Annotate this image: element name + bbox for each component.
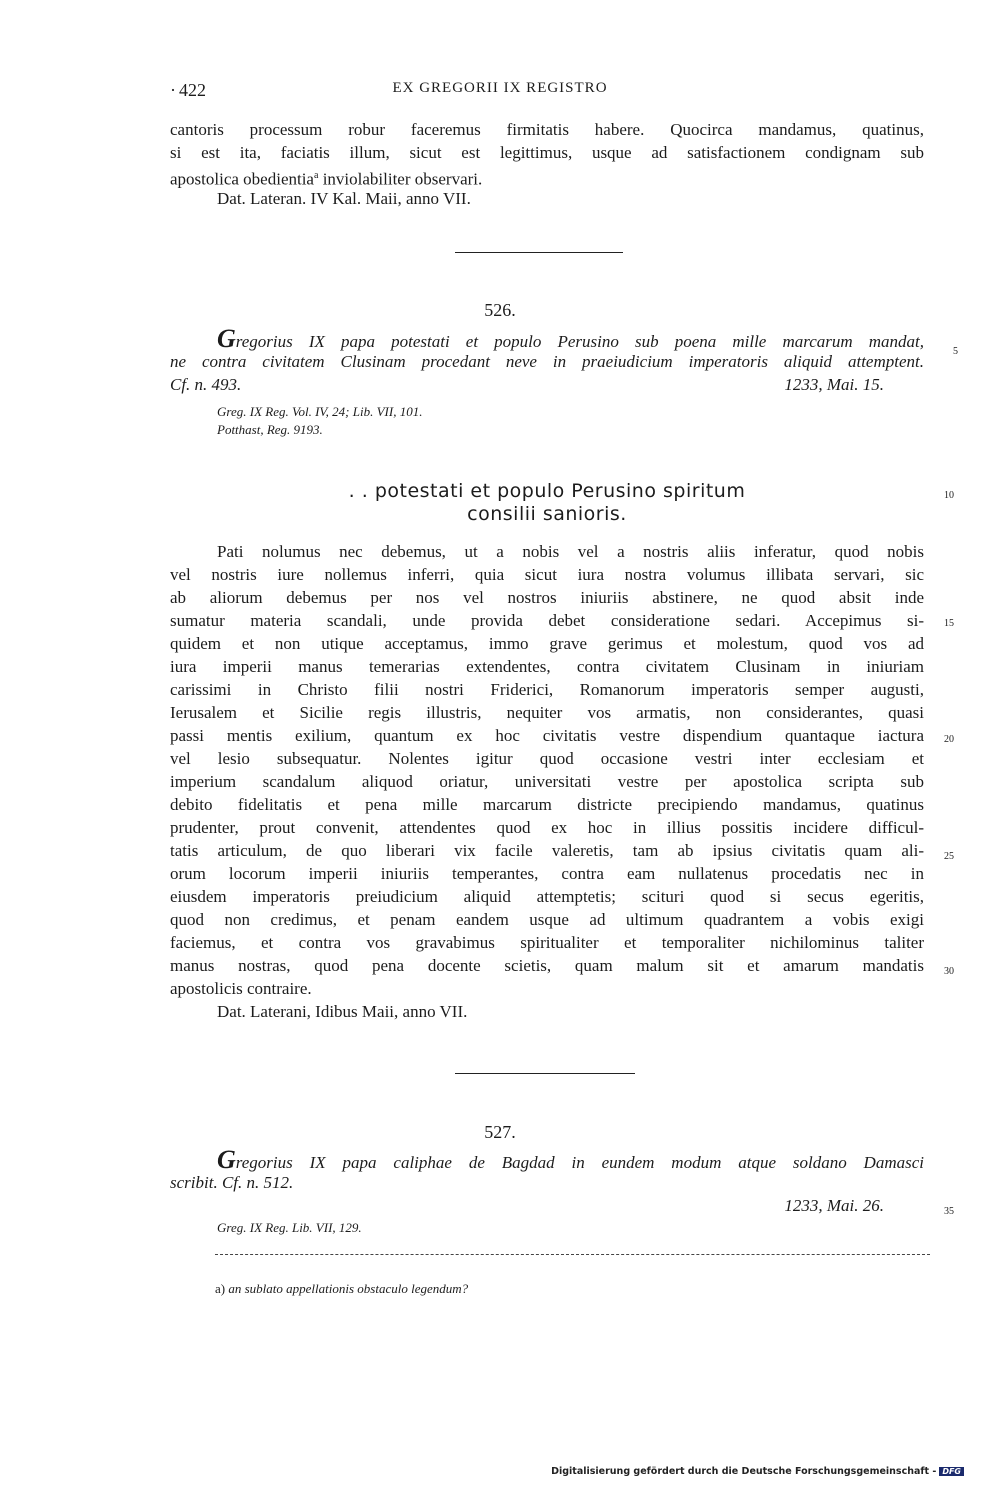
text-line: iura imperii manus temerarias extendentes, contra civitatem Clusinam in iniuriam	[170, 657, 924, 676]
continuation-text	[170, 118, 924, 210]
text-line: debito fidelitatis et pena mille marcarum districte precipiendo mandamus, quatinus	[170, 795, 924, 814]
text-line: imperium scandalum aliquod oriatur, universitati vestre per apostolica scripta sub	[170, 772, 924, 791]
dating-clause: Dat. Lateran. IV Kal. Maii, anno VII.	[217, 189, 471, 208]
text-line: prudenter, prout convenit, attendentes quod ex hoc in illius possitis incidere difficul-	[170, 818, 924, 837]
margin-line-number: 20	[944, 734, 954, 745]
text-line: passi mentis exilium, quantum ex hoc civitatis vestre dispendium quantaque iactura	[170, 726, 924, 745]
text-line: ab aliorum debemus per nos vel nostros iniuriis abstinere, ne quod absit inde	[170, 588, 924, 607]
separator-rule	[455, 1073, 635, 1074]
footnote-rule	[215, 1254, 930, 1255]
text-line: tatis articulum, de quo liberari vix facile valeretis, tam ab ipsius civitatis quam ali-	[170, 841, 924, 860]
document-number-526: 526.	[484, 300, 516, 320]
address-526: . . potestati et populo Perusino spiritum consilii sanioris.	[348, 480, 746, 525]
text-line: sumatur materia scandali, unde provida debet consideratione sedari. Accepimus si-	[170, 611, 924, 630]
separator-rule	[455, 252, 623, 253]
text-line: quod non credimus, et penam eandem usque ad ultimum quadrantem a vobis exigi	[170, 910, 924, 929]
text-line: quidem et non utique acceptamus, immo grave gerimus et molestum, quod vos ad	[170, 634, 924, 653]
margin-line-number: 15	[944, 618, 954, 629]
dfg-logo: DFG	[939, 1467, 964, 1476]
text-line: carissimi in Christo filii nostri Friderici, Romanorum imperatoris semper augusti,	[170, 680, 924, 699]
text-line: si est ita, faciatis illum, sicut est legittimus, usque ad satisfactionem condignam sub	[170, 143, 924, 162]
margin-line-number: 25	[944, 851, 954, 862]
text-line: apostolicis contraire.	[170, 979, 312, 998]
text-line: cantoris processum robur faceremus firmitatis habere. Quocirca mandamus, quatinus,	[170, 120, 924, 139]
margin-line-number: 35	[944, 1206, 954, 1217]
regest-527: Gregorius IX papa caliphae de Bagdad in eundem modum atque soldano Damasci scribit. Cf. n. 512. 1233, Mai. 26.	[170, 1145, 924, 1215]
text-line: vel nostris iure nollemus inferri, quia sicut iura nostra volumus illibata servari, sic	[170, 565, 924, 584]
document-date: 1233, Mai. 15.	[784, 375, 884, 394]
document-number-527: 527.	[484, 1122, 516, 1142]
text-line: eiusdem imperatoris preiudicium aliquid attemptetis; scituri quod si secus egeritis,	[170, 887, 924, 906]
margin-line-number: 30	[944, 966, 954, 977]
margin-line-number: 10	[944, 490, 954, 501]
document-text-526	[170, 540, 924, 1023]
text-line: orum locorum imperii iniuriis temperantes, contra eam nullatenus procedatis nec in	[170, 864, 924, 883]
text-line: apostolica obedientia$^a$ inviolabiliter observari.	[170, 169, 483, 189]
digitization-footer: Digitalisierung gefördert durch die Deutsche Forschungsgemeinschaft - DFG	[551, 1466, 964, 1477]
text-line: vel lesio subsequatur. Nolentes igitur quod occasione vestri inter ecclesiam et	[170, 749, 924, 768]
footnote-marker: a	[313, 170, 319, 181]
text-line: Pati nolumus nec debemus, ut a nobis vel a nostris aliis inferatur, quod nobis	[217, 542, 924, 561]
margin-line-number: 5	[953, 346, 958, 357]
initial-letter: G	[217, 1145, 236, 1174]
text-line: Ierusalem et Sicilie regis illustris, nequiter vos armatis, non considerantes, quasi	[170, 703, 924, 722]
source-references-527: Greg. IX Reg. Lib. VII, 129.	[217, 1220, 362, 1235]
running-title: EX GREGORII IX REGISTRO	[392, 80, 608, 96]
text-line: faciemus, et contra vos gravabimus spiritualiter et temporaliter nichilominus taliter	[170, 933, 924, 952]
dating-clause: Dat. Laterani, Idibus Maii, anno VII.	[217, 1002, 468, 1021]
cross-reference: Cf. n. 493.	[170, 375, 242, 394]
text-line: manus nostras, quod pena docente scietis, quam malum sit et amarum mandatis	[170, 956, 924, 975]
regest-526: Gregorius IX papa potestati et populo Perusino sub poena mille marcarum mandat, ne contra civitatem Clusinam procedant neve in praeiudicium imperatoris aliquid attemptent. Cf. n. 493. 1233, Mai. 15.	[170, 324, 924, 394]
source-references-526: Greg. IX Reg. Vol. IV, 24; Lib. VII, 101. Potthast, Reg. 9193.	[217, 404, 423, 437]
document-date: 1233, Mai. 26.	[784, 1196, 884, 1215]
footnote: a) an sublato appellationis obstaculo legendum?	[215, 1281, 469, 1296]
initial-letter: G	[217, 324, 236, 353]
page-number: · 422	[170, 80, 206, 100]
